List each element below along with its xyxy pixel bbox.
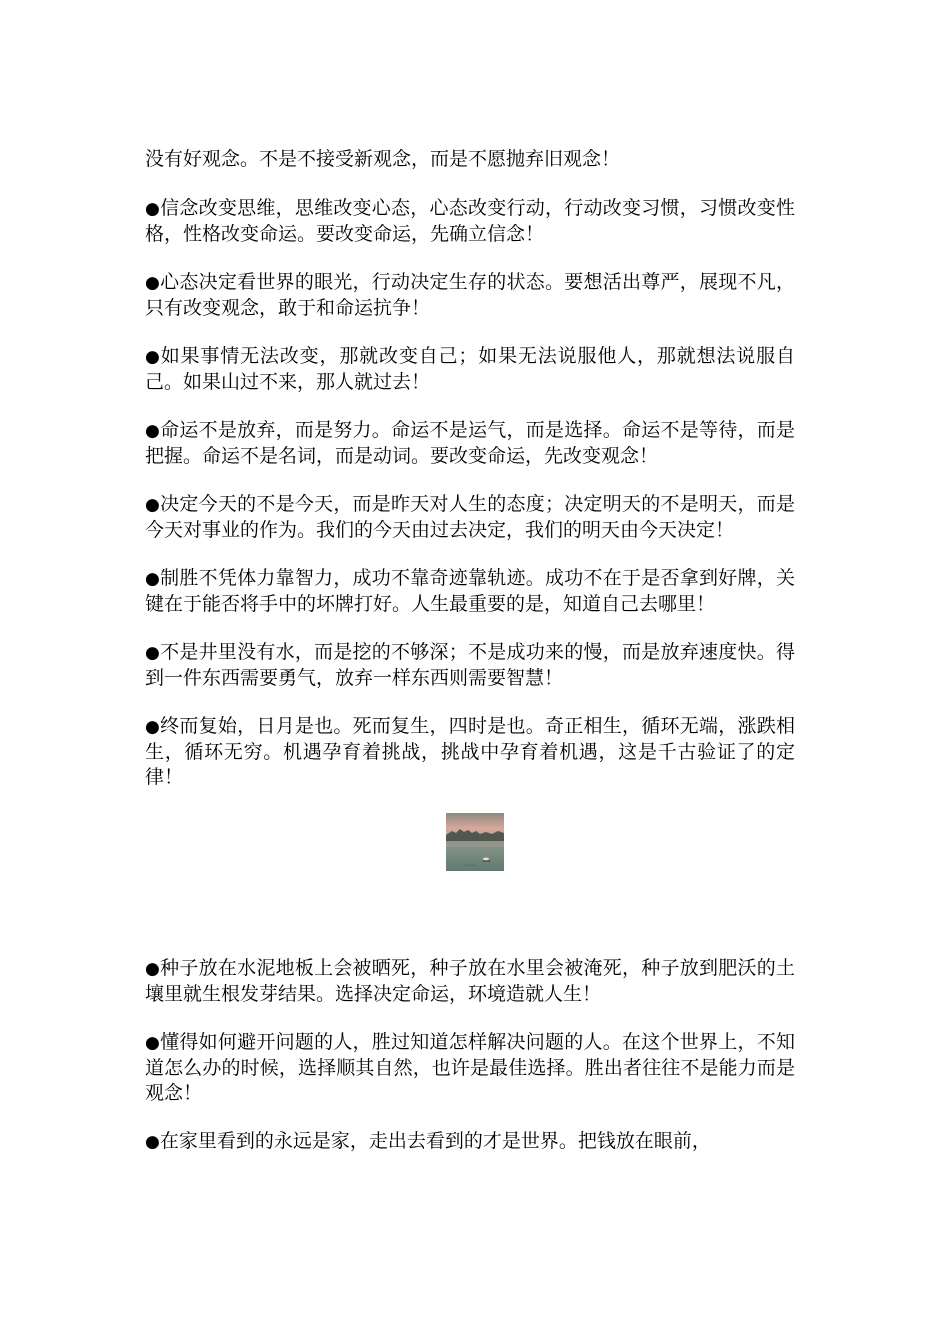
image-container — [145, 813, 795, 933]
paragraph-text: 如果事情无法改变，那就改变自己；如果无法说服他人，那就想法说服自己。如果山过不来，那人就过去！ — [145, 345, 795, 393]
paragraph-11 — [145, 1030, 795, 1106]
bullet-mark: ● — [145, 959, 161, 979]
bullet-mark: ● — [145, 421, 161, 441]
paragraph-text: 种子放在水泥地板上会被晒死，种子放在水里会被淹死，种子放到肥沃的土壤里就生根发芽结果。选择决定命运，环境造就人生！ — [145, 957, 795, 1005]
document-body — [145, 147, 795, 1178]
bullet-mark: ● — [145, 495, 161, 515]
paragraph-12 — [145, 1129, 795, 1155]
paragraph-text: 没有好观念。不是不接受新观念，而是不愿抛弃旧观念！ — [145, 148, 621, 170]
paragraph-6 — [145, 492, 795, 543]
paragraph-2 — [145, 196, 795, 247]
bullet-mark: ● — [145, 273, 161, 293]
paragraph-text: 制胜不凭体力靠智力，成功不靠奇迹靠轨迹。成功不在于是否拿到好牌，关键在于能否将手中的坏牌打好。人生最重要的是，知道自己去哪里！ — [145, 567, 795, 615]
bullet-mark: ● — [145, 569, 161, 589]
paragraph-3 — [145, 270, 795, 321]
paragraph-text: 决定今天的不是今天，而是昨天对人生的态度；决定明天的不是明天，而是今天对事业的作为。我们的今天由过去决定，我们的明天由今天决定！ — [145, 493, 795, 541]
bullet-mark: ● — [145, 199, 161, 219]
paragraph-4 — [145, 344, 795, 395]
paragraph-text: 心态决定看世界的眼光，行动决定生存的状态。要想活出尊严，展现不凡，只有改变观念，敢于和命运抗争！ — [145, 271, 795, 319]
paragraph-text: 终而复始，日月是也。死而复生，四时是也。奇正相生，循环无端，涨跌相生，循环无穷。机遇孕育着挑战，挑战中孕育着机遇，这是千古验证了的定律！ — [145, 715, 795, 788]
bullet-mark: ● — [145, 717, 161, 737]
paragraph-text: 命运不是放弃，而是努力。命运不是运气，而是选择。命运不是等待，而是把握。命运不是名词，而是动词。要改变命运，先改变观念！ — [145, 419, 795, 467]
paragraph-7 — [145, 566, 795, 617]
paragraph-text: 懂得如何避开问题的人，胜过知道怎样解决问题的人。在这个世界上，不知道怎么办的时候，选择顺其自然，也许是最佳选择。胜出者往往不是能力而是观念！ — [145, 1031, 795, 1104]
paragraph-9 — [145, 714, 795, 790]
paragraph-text: 不是井里没有水，而是挖的不够深；不是成功来的慢，而是放弃速度快。得到一件东西需要勇气，放弃一样东西则需要智慧！ — [145, 641, 795, 689]
paragraph-1 — [145, 147, 795, 173]
bullet-mark: ● — [145, 643, 161, 663]
misty-lake-sunset-image — [446, 813, 504, 871]
bullet-mark: ● — [145, 1132, 160, 1152]
paragraph-10 — [145, 956, 795, 1007]
bullet-mark: ● — [145, 1033, 161, 1053]
paragraph-text: 在家里看到的永远是家，走出去看到的才是世界。把钱放在眼前， — [159, 1130, 711, 1152]
paragraph-5 — [145, 418, 795, 469]
paragraph-text: 信念改变思维，思维改变心态，心态改变行动，行动改变习惯，习惯改变性格，性格改变命运。要改变命运，先确立信念！ — [145, 197, 795, 245]
paragraph-8 — [145, 640, 795, 691]
landscape-image-icon — [446, 813, 504, 871]
bullet-mark: ● — [145, 347, 161, 367]
